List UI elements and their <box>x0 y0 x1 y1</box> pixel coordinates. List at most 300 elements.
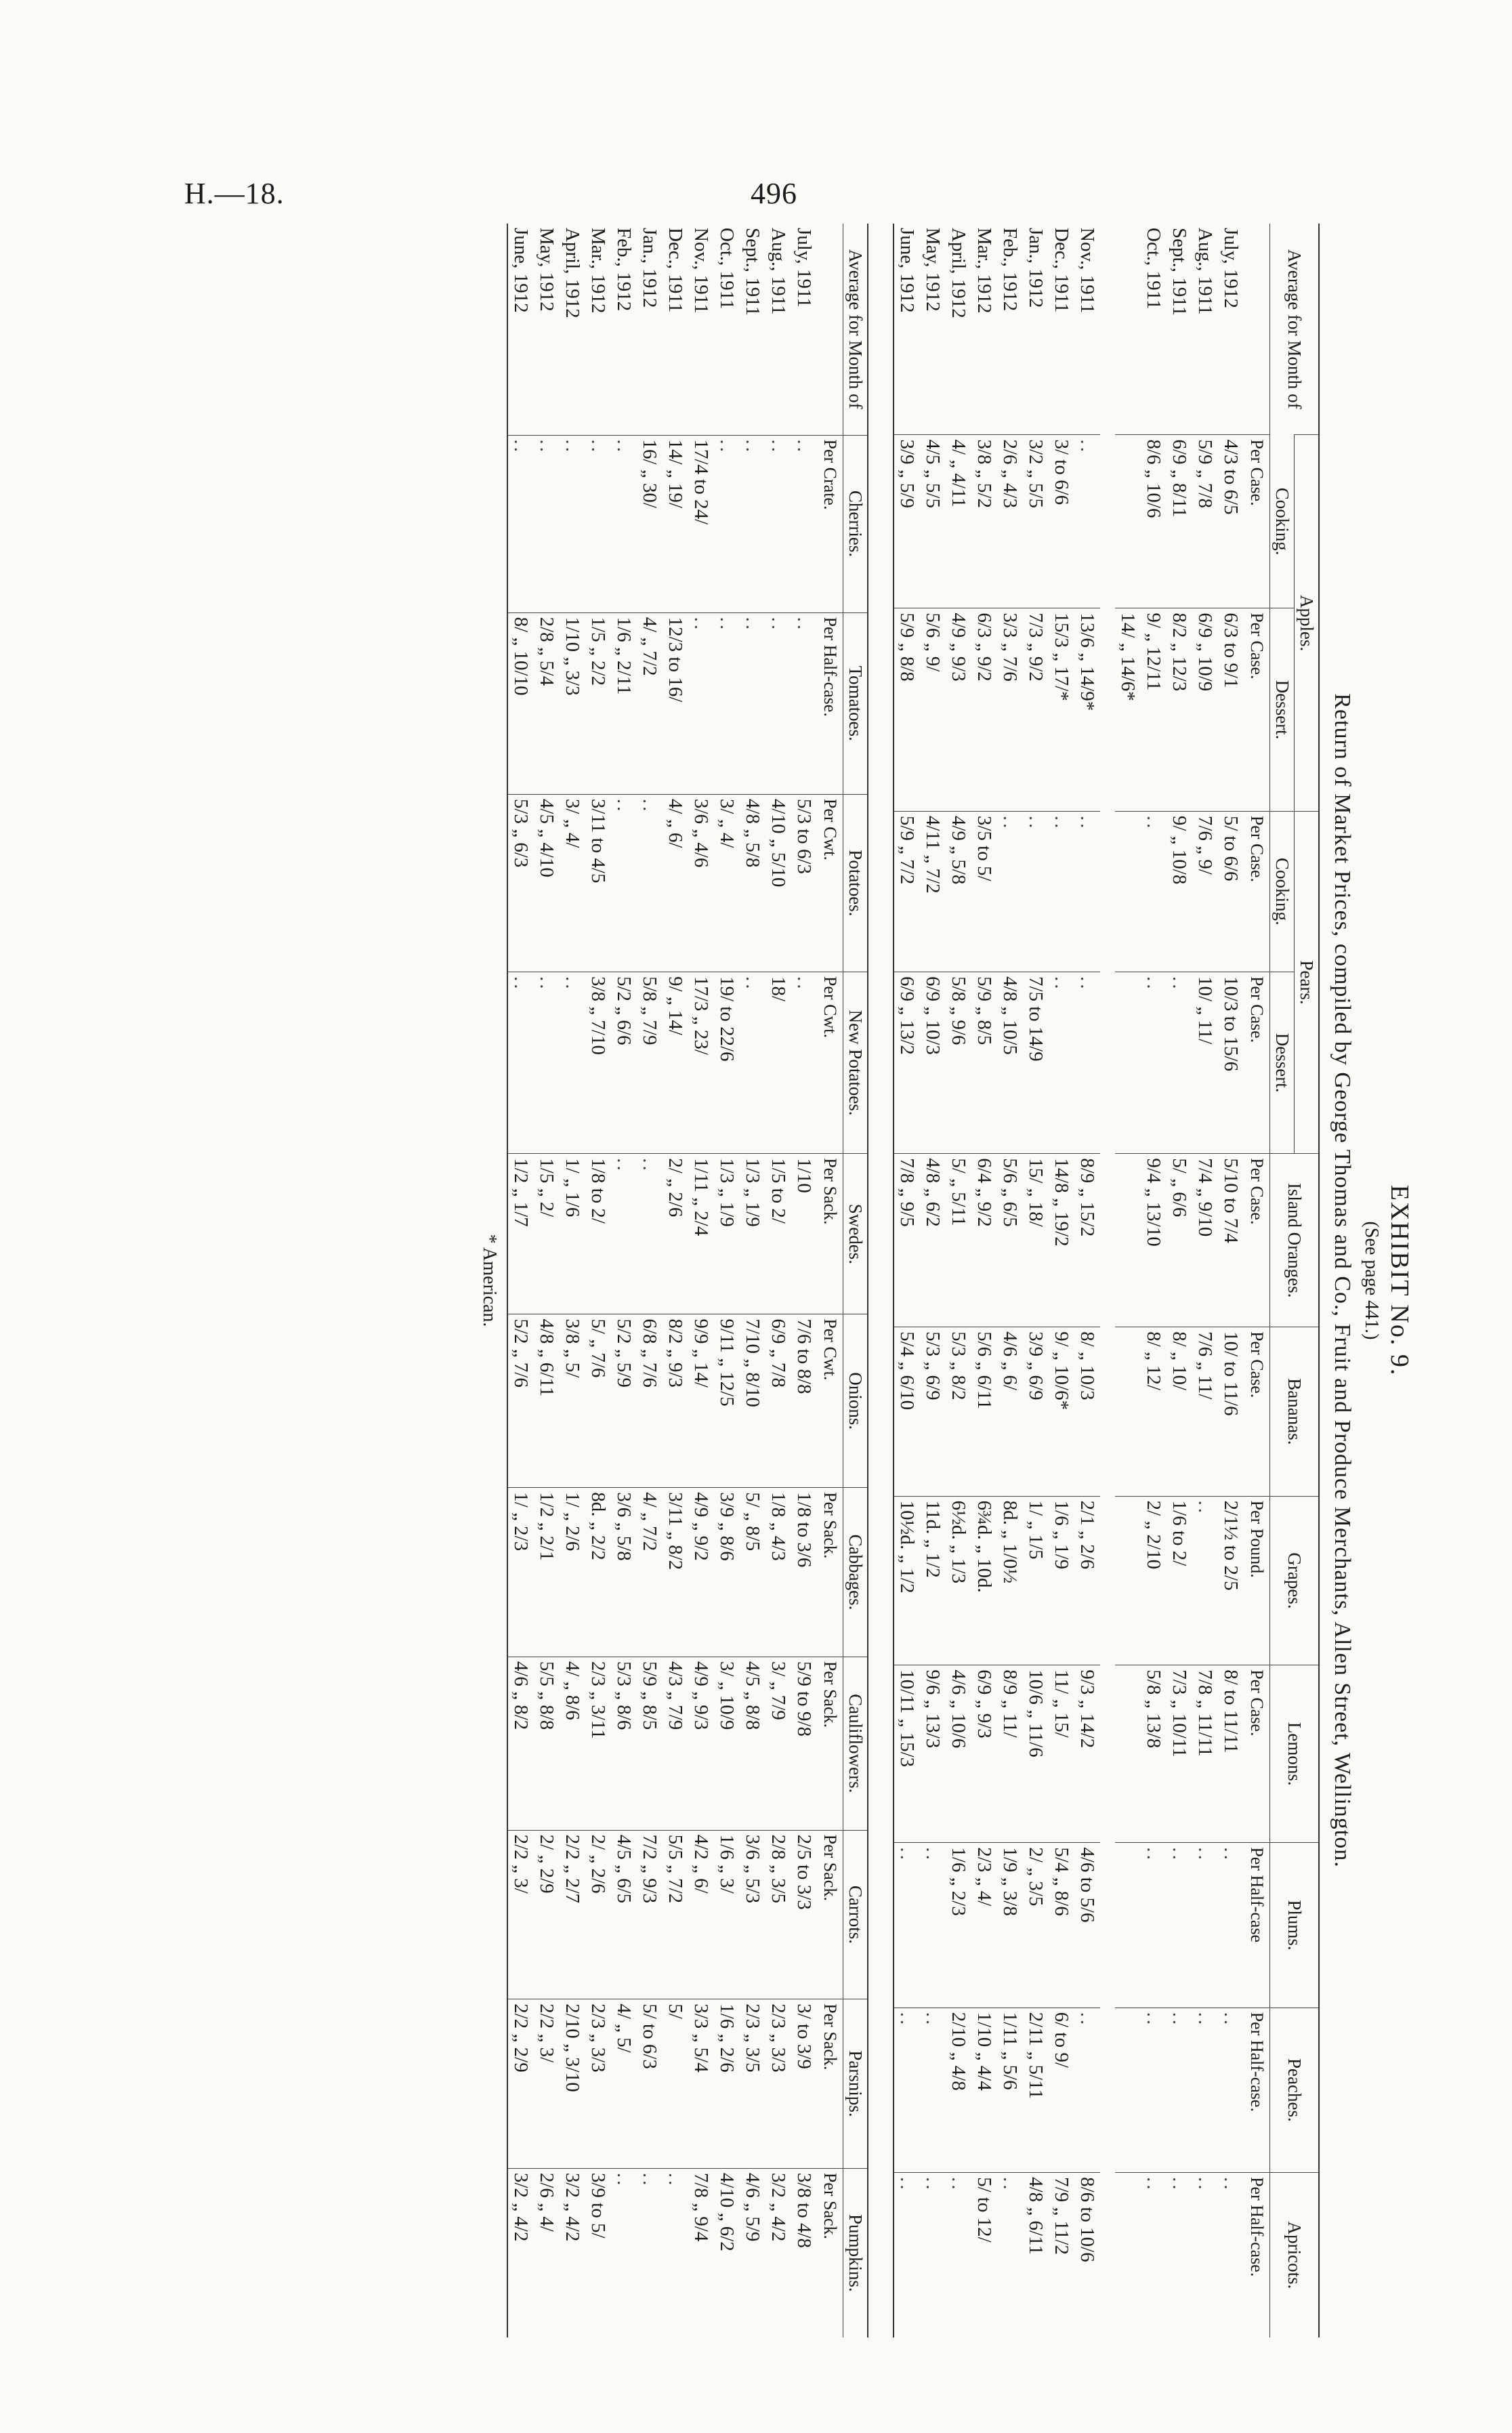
unit-cell: Per Case. <box>1244 608 1270 812</box>
produce-header: Carrots. <box>843 1830 867 1999</box>
pears-cooking-header: Cooking. <box>1269 811 1294 972</box>
price-cell: .. <box>1141 2173 1167 2337</box>
price-cell: 6/8 „ 7/6 <box>637 1314 663 1488</box>
price-cell: 4/8 „ 5/8 <box>740 794 765 972</box>
price-cell: 17/4 to 24/ <box>688 435 714 612</box>
table-row <box>1023 224 1049 2337</box>
price-cell: .. <box>1167 2173 1192 2337</box>
price-cell: 2/2 „ 2/9 <box>508 1999 534 2169</box>
price-cell: 1/8 „ 4/3 <box>765 1488 791 1657</box>
price-cell: .. <box>791 972 817 1153</box>
price-cell: 2/2 „ 3/ <box>534 1999 560 2169</box>
table-row <box>1218 224 1244 2337</box>
price-cell: 1/2 „ 2/1 <box>534 1488 560 1657</box>
price-cell: 2/2 „ 2/7 <box>560 1830 585 1999</box>
price-cell: 6/3 „ 9/2 <box>971 608 997 812</box>
price-cell: 9/ „ 12/11 <box>1141 608 1167 812</box>
price-cell: 6/9 „ 8/11 <box>1167 435 1192 608</box>
price-cell: 4/3 „ 7/9 <box>663 1657 688 1830</box>
price-cell: 4/ „ 6/ <box>663 794 688 972</box>
price-cell <box>1115 1665 1141 1843</box>
price-cell: 5/6 „ 6/11 <box>971 1327 997 1497</box>
price-cell: 6½d. „ 1/3 <box>946 1496 971 1665</box>
spacer-cell <box>1100 224 1115 2337</box>
price-cell: 8/2 „ 9/3 <box>663 1314 688 1488</box>
month-cell: Mar., 1912 <box>973 228 995 314</box>
price-cell: 1/6 „ 2/3 <box>946 1843 971 2008</box>
price-cell: 7/6 „ 9/ <box>1192 811 1218 972</box>
price-cell: .. <box>611 1154 637 1314</box>
price-cell: 3/6 „ 4/6 <box>688 794 714 972</box>
table-row <box>1167 224 1192 2337</box>
price-cell: .. <box>920 2008 946 2172</box>
price-cell: .. <box>1049 811 1074 972</box>
price-cell: 7/8 „ 9/5 <box>894 1154 920 1327</box>
price-cell: 3/6 „ 5/3 <box>740 1830 765 1999</box>
price-cell: 8/ „ 10/ <box>1167 1327 1192 1497</box>
month-cell: May, 1912 <box>921 228 944 312</box>
price-cell: .. <box>714 612 740 794</box>
price-cell: .. <box>920 2173 946 2337</box>
price-cell: 5/10 to 7/4 <box>1218 1154 1244 1327</box>
price-cell: 6/9 „ 13/2 <box>894 972 920 1153</box>
price-cell: 4/9 „ 9/3 <box>946 608 971 812</box>
price-cell: 5/8 „ 7/9 <box>637 972 663 1153</box>
price-cell: 6/9 „ 7/8 <box>765 1314 791 1488</box>
price-cell: 5/ „ 5/11 <box>946 1154 971 1327</box>
price-cell: .. <box>1218 2008 1244 2172</box>
price-cell: 1/10 <box>791 1154 817 1314</box>
oranges-header: Island Oranges. <box>1269 1154 1318 1327</box>
produce-header: Potatoes. <box>843 794 867 972</box>
unit-cell: Per Case. <box>1244 972 1270 1153</box>
price-cell: 2/ „ 2/6 <box>585 1830 611 1999</box>
price-cell: 5/2 „ 6/6 <box>611 972 637 1153</box>
table-row <box>1115 224 1141 2337</box>
price-cell <box>1115 1154 1141 1327</box>
price-cell: .. <box>1141 2008 1167 2172</box>
price-cell: 3/ „ 10/9 <box>714 1657 740 1830</box>
price-cell: .. <box>1218 2173 1244 2337</box>
price-cell: 10½d. „ 1/2 <box>894 1496 920 1665</box>
month-cell: July, 1912 <box>1219 228 1242 308</box>
price-cell: 7/6 to 8/8 <box>791 1314 817 1488</box>
price-cell: 8d. „ 2/2 <box>585 1488 611 1657</box>
price-cell: .. <box>1192 1843 1218 2008</box>
price-cell: 3/3 „ 5/4 <box>688 1999 714 2169</box>
price-cell: 13/6 „ 14/9* <box>1074 608 1100 812</box>
unit-row <box>817 224 843 2337</box>
price-cell: 4/3 to 6/5 <box>1218 435 1244 608</box>
price-cell: 8/9 „ 11/ <box>997 1665 1023 1843</box>
table-row <box>740 224 765 2337</box>
price-cell: 18/ <box>765 972 791 1153</box>
price-cell: 2/3 „ 3/11 <box>585 1657 611 1830</box>
month-cell <box>1115 224 1141 435</box>
price-cell: 1/6 „ 3/ <box>714 1830 740 1999</box>
price-cell: 2/6 „ 4/3 <box>997 435 1023 608</box>
unit-cell: Per Case. <box>1244 435 1270 608</box>
price-cell: 1/6 „ 2/6 <box>714 1999 740 2169</box>
unit-cell: Per Sack. <box>817 1154 843 1314</box>
month-cell: Dec., 1911 <box>664 228 686 313</box>
table-row <box>714 224 740 2337</box>
price-cell: 5/3 „ 8/6 <box>611 1657 637 1830</box>
price-cell <box>1115 435 1141 608</box>
price-cell: 4/10 „ 6/2 <box>714 2168 740 2337</box>
price-cell: 2/ „ 3/5 <box>1023 1843 1049 2008</box>
produce-header: Pumpkins. <box>843 2168 867 2337</box>
table-row <box>946 224 971 2337</box>
price-cell: 6/9 „ 10/9 <box>1192 608 1218 812</box>
price-cell: 1/3 „ 1/9 <box>714 1154 740 1314</box>
price-cell: 2/10 „ 4/8 <box>946 2008 971 2172</box>
month-cell: Aug., 1911 <box>1194 228 1216 315</box>
price-cell: 8d. „ 1/0½ <box>997 1496 1023 1665</box>
price-cell: .. <box>534 972 560 1153</box>
price-cell: 2/1 „ 2/6 <box>1074 1496 1100 1665</box>
price-cell: .. <box>791 435 817 612</box>
price-cell <box>1115 1843 1141 2008</box>
price-cell: 3/6 „ 5/8 <box>611 1488 637 1657</box>
price-cell: 5/ to 12/ <box>971 2173 997 2337</box>
price-cell: 1/9 „ 3/8 <box>997 1843 1023 2008</box>
price-cell: 4/9 „ 9/2 <box>688 1488 714 1657</box>
price-cell: .. <box>1192 1496 1218 1665</box>
price-cell: 5/2 „ 5/9 <box>611 1314 637 1488</box>
apples-dessert-header: Dessert. <box>1269 608 1294 812</box>
price-cell: 5/8 „ 9/6 <box>946 972 971 1153</box>
price-cell: .. <box>1074 435 1100 608</box>
price-cell: 7/3 „ 10/11 <box>1167 1665 1192 1843</box>
price-cell: 10/6 „ 11/6 <box>1023 1665 1049 1843</box>
price-cell: 7/8 „ 9/4 <box>688 2168 714 2337</box>
price-cell: 3/ „ 7/9 <box>765 1657 791 1830</box>
apricots-header: Apricots. <box>1269 2173 1318 2337</box>
price-cell: 3/9 „ 5/9 <box>894 435 920 608</box>
price-cell: 2/2 „ 3/ <box>508 1830 534 1999</box>
price-cell: .. <box>894 1843 920 2008</box>
price-cell: 5/ „ 6/6 <box>1167 1154 1192 1327</box>
price-cell: 3/11 to 4/5 <box>585 794 611 972</box>
unit-cell-blank <box>1244 224 1270 435</box>
price-cell <box>1115 972 1141 1153</box>
unit-cell: Per Pound. <box>1244 1496 1270 1665</box>
price-cell: 4/8 „ 10/5 <box>997 972 1023 1153</box>
unit-cell: Per Crate. <box>817 435 843 612</box>
price-cell: 5/4 „ 6/10 <box>894 1327 920 1497</box>
produce-header: New Potatoes. <box>843 972 867 1153</box>
price-cell: .. <box>894 2008 920 2172</box>
price-cell: 4/8 „ 6/11 <box>1023 2173 1049 2337</box>
price-cell: 19/ to 22/6 <box>714 972 740 1153</box>
price-cell: 2/1½ to 2/5 <box>1218 1496 1244 1665</box>
produce-header: Swedes. <box>843 1154 867 1314</box>
price-cell: 4/8 „ 6/2 <box>920 1154 946 1327</box>
price-cell: .. <box>611 794 637 972</box>
price-cell: 1/10 „ 3/3 <box>560 612 585 794</box>
return-title: Return of Market Prices, compiled by George Thomas and Co., Fruit and Produce Merchants, Allen Street, Wellington. <box>1330 693 1355 1868</box>
price-cell: 4/9 „ 5/8 <box>946 811 971 972</box>
price-cell: 4/6 „ 8/2 <box>508 1657 534 1830</box>
price-cell: 9/9 „ 14/ <box>688 1314 714 1488</box>
table-row <box>894 224 920 2337</box>
lemons-header: Lemons. <box>1269 1665 1318 1843</box>
price-cell: 4/ „ 7/2 <box>637 1488 663 1657</box>
price-cell: 5/3 „ 6/3 <box>508 794 534 972</box>
price-cell: 3/8 „ 5/ <box>560 1314 585 1488</box>
price-cell: 4/8 „ 6/11 <box>534 1314 560 1488</box>
unit-cell-blank <box>817 224 843 435</box>
price-cell: .. <box>740 435 765 612</box>
month-cell: Feb., 1912 <box>612 228 635 312</box>
unit-cell: Per Sack. <box>817 1657 843 1830</box>
price-cell: 5/9 „ 8/5 <box>971 972 997 1153</box>
price-cell: .. <box>1074 2008 1100 2172</box>
price-cell <box>1115 1496 1141 1665</box>
price-cell: 2/6 „ 4/ <box>534 2168 560 2337</box>
price-cell: 10/ „ 11/ <box>1192 972 1218 1153</box>
price-cell: .. <box>1141 972 1167 1153</box>
price-cell: .. <box>791 612 817 794</box>
price-cell: .. <box>1141 1843 1167 2008</box>
price-cell: 14/ „ 14/6* <box>1115 608 1141 812</box>
price-cell: 8/ „ 10/3 <box>1074 1327 1100 1497</box>
price-cell: 1/6 „ 2/11 <box>611 612 637 794</box>
unit-cell: Per Sack. <box>817 1830 843 1999</box>
price-cell: 9/ „ 10/6* <box>1049 1327 1074 1497</box>
price-cell: 3/ „ 4/ <box>714 794 740 972</box>
price-cell: 5/ to 6/3 <box>637 1999 663 2169</box>
unit-cell: Per Sack. <box>817 1488 843 1657</box>
price-cell: .. <box>1167 2008 1192 2172</box>
price-cell: 3/3 „ 7/6 <box>997 608 1023 812</box>
price-cell: 5/6 „ 6/5 <box>997 1154 1023 1327</box>
price-cell: .. <box>508 435 534 612</box>
price-cell: 7/2 „ 9/3 <box>637 1830 663 1999</box>
price-cell: 6/4 „ 9/2 <box>971 1154 997 1327</box>
month-cell: Aug., 1911 <box>767 228 789 315</box>
price-cell: .. <box>1074 972 1100 1153</box>
month-cell: Nov., 1911 <box>690 228 712 314</box>
price-cell: 9/4 „ 13/10 <box>1141 1154 1167 1327</box>
month-cell: June, 1912 <box>509 228 532 313</box>
unit-cell: Per Half-case <box>1244 1843 1270 2008</box>
table-row <box>765 224 791 2337</box>
price-cell: 3/9 „ 6/9 <box>1023 1327 1049 1497</box>
price-cell: .. <box>1049 972 1074 1153</box>
price-cell: 3/2 „ 4/2 <box>508 2168 534 2337</box>
price-cell: 14/8 „ 19/2 <box>1049 1154 1074 1327</box>
price-cell: .. <box>508 972 534 1153</box>
price-cell: 2/8 „ 5/4 <box>534 612 560 794</box>
produce-header: Cherries. <box>843 435 867 612</box>
month-header: Average for Month of <box>843 224 867 435</box>
price-cell: 3/2 „ 5/5 <box>1023 435 1049 608</box>
price-cell: 9/11 „ 12/5 <box>714 1314 740 1488</box>
price-cell: .. <box>1167 1843 1192 2008</box>
month-cell: April, 1912 <box>947 228 969 318</box>
price-cell: 2/3 „ 4/ <box>971 1843 997 2008</box>
price-cell: .. <box>688 612 714 794</box>
price-cell: 6/9 „ 9/3 <box>971 1665 997 1843</box>
price-cell: .. <box>740 612 765 794</box>
table-row <box>534 224 560 2337</box>
price-cell: 5/9 „ 8/5 <box>637 1657 663 1830</box>
price-cell: .. <box>1218 1843 1244 2008</box>
price-cell: 3/ to 3/9 <box>791 1999 817 2169</box>
produce-header: Cauliflowers. <box>843 1657 867 1830</box>
unit-cell: Per Sack. <box>817 2168 843 2337</box>
price-cell: 9/6 „ 13/3 <box>920 1665 946 1843</box>
price-cell: 1/2 „ 1/7 <box>508 1154 534 1314</box>
month-cell: June, 1912 <box>896 228 918 313</box>
month-cell: Mar., 1912 <box>587 228 609 314</box>
price-cell: 4/5 „ 4/10 <box>534 794 560 972</box>
price-cell: 1/6 „ 1/9 <box>1049 1496 1074 1665</box>
price-cell: 1/6 to 2/ <box>1167 1496 1192 1665</box>
price-cell: 10/3 to 15/6 <box>1218 972 1244 1153</box>
price-cell: 15/3 „ 17/* <box>1049 608 1074 812</box>
price-cell: 9/ „ 14/ <box>663 972 688 1153</box>
price-cell: 17/3 „ 23/ <box>688 972 714 1153</box>
price-cell: 5/8 „ 13/8 <box>1141 1665 1167 1843</box>
price-cell: 4/ „ 4/11 <box>946 435 971 608</box>
price-cell: .. <box>920 1843 946 2008</box>
price-cell: 10/11 „ 15/3 <box>894 1665 920 1843</box>
month-cell: Oct., 1911 <box>715 228 738 310</box>
price-cell: 15/ „ 18/ <box>1023 1154 1049 1327</box>
month-cell: Sept., 1911 <box>1168 228 1190 316</box>
page-ref: H.—18. <box>184 177 285 210</box>
apples-header: Apples. <box>1294 435 1318 811</box>
price-cell: 7/9 „ 11/2 <box>1049 2173 1074 2337</box>
table-row <box>791 224 817 2337</box>
price-cell: 8/ „ 10/10 <box>508 612 534 794</box>
price-cell: 1/11 „ 2/4 <box>688 1154 714 1314</box>
price-cell: 4/2 „ 6/ <box>688 1830 714 1999</box>
price-cell: 5/9 „ 7/2 <box>894 811 920 972</box>
price-cell: 3/5 to 5/ <box>971 811 997 972</box>
price-cell: 1/ „ 1/6 <box>560 1154 585 1314</box>
price-cell: 5/3 „ 8/2 <box>946 1327 971 1497</box>
exhibit-title: EXHIBIT No. 9. <box>1385 1184 1414 1377</box>
price-cell: 3/2 „ 4/2 <box>765 2168 791 2337</box>
price-cell: 16/ „ 30/ <box>637 435 663 612</box>
price-cell: 3/ to 6/6 <box>1049 435 1074 608</box>
price-cell: 1/8 to 2/ <box>585 1154 611 1314</box>
price-cell: .. <box>663 2168 688 2337</box>
price-cell: 8/ „ 12/ <box>1141 1327 1167 1497</box>
price-cell: .. <box>997 2173 1023 2337</box>
price-cell: 8/6 „ 10/6 <box>1141 435 1167 608</box>
unit-cell: Per Half-case. <box>1244 2008 1270 2172</box>
price-cell <box>1115 1327 1141 1497</box>
pears-header: Pears. <box>1294 811 1318 1153</box>
price-cell: 1/5 to 2/ <box>765 1154 791 1314</box>
table-row <box>663 224 688 2337</box>
price-cell <box>1115 2173 1141 2337</box>
price-cell: 7/10 „ 8/10 <box>740 1314 765 1488</box>
month-cell: May, 1912 <box>535 228 558 312</box>
unit-cell: Per Cwt. <box>817 794 843 972</box>
price-cell: .. <box>714 435 740 612</box>
price-cell: 3/8 „ 7/10 <box>585 972 611 1153</box>
unit-cell: Per Cwt. <box>817 972 843 1153</box>
price-cell: 2/10 „ 3/10 <box>560 1999 585 2169</box>
price-cell: 3/9 to 5/ <box>585 2168 611 2337</box>
price-cell: 4/9 „ 9/3 <box>688 1657 714 1830</box>
bananas-header: Bananas. <box>1269 1327 1318 1497</box>
produce-table-body <box>508 224 843 2337</box>
price-cell: 14/ „ 19/ <box>663 435 688 612</box>
table-row <box>637 224 663 2337</box>
table-row <box>560 224 585 2337</box>
price-cell: 2/3 „ 3/3 <box>765 1999 791 2169</box>
price-cell: 10/ to 11/6 <box>1218 1327 1244 1497</box>
price-cell: 3/8 to 4/8 <box>791 2168 817 2337</box>
price-cell: 5/ „ 7/6 <box>585 1314 611 1488</box>
price-cell: 4/11 „ 7/2 <box>920 811 946 972</box>
price-cell: 5/9 „ 7/8 <box>1192 435 1218 608</box>
price-cell <box>1115 2008 1141 2172</box>
price-cell: 2/ „ 2/10 <box>1141 1496 1167 1665</box>
price-cell: 1/11 „ 5/6 <box>997 2008 1023 2172</box>
unit-row <box>1244 224 1270 2337</box>
price-cell: .. <box>611 2168 637 2337</box>
price-cell: 5/6 „ 9/ <box>920 608 946 812</box>
price-cell: 4/5 „ 8/8 <box>740 1657 765 1830</box>
price-cell: 2/8 „ 3/5 <box>765 1830 791 1999</box>
price-cell: 1/ „ 2/6 <box>560 1488 585 1657</box>
price-cell: 5/9 to 9/8 <box>791 1657 817 1830</box>
price-cell: 6¾d. „ 10d. <box>971 1496 997 1665</box>
price-cell: 2/5 to 3/3 <box>791 1830 817 1999</box>
spacer-row <box>1100 224 1115 2337</box>
page-number: 496 <box>751 177 797 210</box>
produce-header: Parsnips. <box>843 1999 867 2169</box>
price-cell: .. <box>1192 2008 1218 2172</box>
price-cell: 5/9 „ 8/8 <box>894 608 920 812</box>
price-cell: 1/10 „ 4/4 <box>971 2008 997 2172</box>
table-row <box>1141 224 1167 2337</box>
month-cell: July, 1911 <box>793 228 815 308</box>
table-row <box>508 224 534 2337</box>
price-cell: 5/ „ 8/5 <box>740 1488 765 1657</box>
price-cell: .. <box>1023 811 1049 972</box>
price-cell: 2/3 „ 3/3 <box>585 1999 611 2169</box>
table-row <box>920 224 946 2337</box>
fruit-table-body <box>894 224 1270 2337</box>
table-row <box>611 224 637 2337</box>
price-cell: 3/9 „ 8/6 <box>714 1488 740 1657</box>
price-cell: .. <box>585 435 611 612</box>
unit-cell: Per Half-case. <box>817 612 843 794</box>
table-row <box>971 224 997 2337</box>
price-cell: 7/6 „ 11/ <box>1192 1327 1218 1497</box>
price-cell: 2/ „ 2/6 <box>663 1154 688 1314</box>
unit-cell: Per Half-case. <box>1244 2173 1270 2337</box>
month-cell: Nov., 1911 <box>1076 228 1098 314</box>
price-cell: 6/9 „ 10/3 <box>920 972 946 1153</box>
month-cell: Dec., 1911 <box>1050 228 1072 313</box>
price-cell: .. <box>946 2173 971 2337</box>
unit-cell: Per Case. <box>1244 1327 1270 1497</box>
peaches-header: Peaches. <box>1269 2008 1318 2172</box>
price-cell: 7/3 „ 9/2 <box>1023 608 1049 812</box>
month-header: Average for Month of <box>1269 224 1318 435</box>
price-cell: 1/3 „ 1/9 <box>740 1154 765 1314</box>
